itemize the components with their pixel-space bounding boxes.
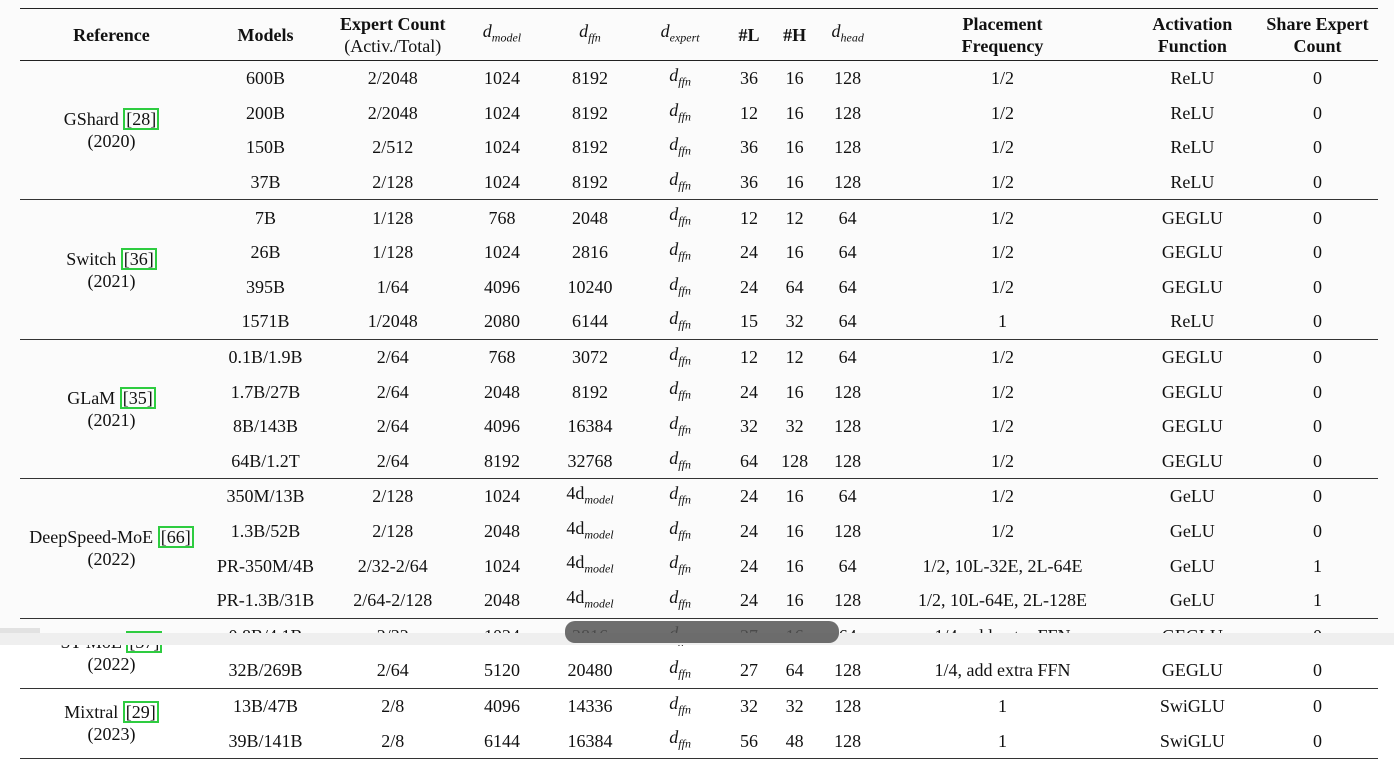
citation-link[interactable]: [28]: [123, 108, 159, 130]
d-expert-cell: $d_{ffn}$: [669, 378, 691, 402]
layers-cell: 24: [740, 590, 759, 611]
d-model-cell: 1024: [483, 68, 520, 89]
d-ffn-cell: $4d_{model}$: [566, 483, 614, 507]
expert-count-cell: 2/64: [376, 416, 409, 437]
table-row: [20, 409, 1378, 444]
placement-cell: 1/2: [990, 347, 1014, 368]
heads-cell: 12: [785, 347, 804, 368]
d-ffn-cell: 2816: [571, 242, 608, 263]
d-ffn-cell: 8192: [571, 137, 608, 158]
activation-cell: GEGLU: [1161, 450, 1223, 471]
d-model-cell: 1024: [483, 137, 520, 158]
placement-cell: 1/2: [990, 137, 1014, 158]
d-expert-cell: $d_{ffn}$: [669, 238, 691, 263]
header-activation-line1: Activation: [1152, 13, 1233, 34]
d-ffn-cell: 8192: [571, 172, 608, 193]
header-reference: Reference: [73, 24, 150, 45]
activation-cell: GEGLU: [1161, 242, 1223, 263]
activation-cell: GeLU: [1169, 590, 1215, 611]
d-head-cell: 128: [834, 102, 862, 123]
layers-cell: 56: [740, 730, 759, 751]
expert-count-cell: 2/64: [376, 660, 409, 681]
expert-count-cell: 2/64: [376, 381, 409, 402]
activation-cell: SwiGLU: [1159, 695, 1225, 716]
share-expert-cell: 0: [1313, 207, 1322, 228]
model-cell: 600B: [245, 68, 285, 89]
model-cell: 0.1B/1.9B: [228, 347, 303, 368]
reference-name: GLaM: [67, 387, 116, 408]
placement-cell: 1/2: [990, 521, 1014, 542]
reference-cell: [20, 339, 203, 478]
citation-link[interactable]: [35]: [120, 387, 156, 409]
d-ffn-cell: 8192: [571, 102, 608, 123]
share-expert-cell: 0: [1313, 450, 1322, 471]
activation-cell: ReLU: [1170, 172, 1215, 193]
d-ffn-cell: 32768: [567, 450, 613, 471]
d-head-cell: 128: [834, 68, 862, 89]
expert-count-cell: 2/2048: [367, 102, 418, 123]
d-model-cell: 4096: [483, 695, 520, 716]
d-model-cell: 768: [488, 207, 516, 228]
header-models: Models: [237, 24, 294, 45]
d-model-cell: 2048: [483, 590, 520, 611]
d-ffn-cell: 8192: [571, 68, 608, 89]
citation-link[interactable]: [36]: [121, 248, 157, 270]
d-ffn-cell: 20480: [567, 660, 613, 681]
d-model-cell: 5120: [483, 660, 520, 681]
share-expert-cell: 0: [1313, 347, 1322, 368]
header-share-expert: [1257, 9, 1378, 61]
expert-count-cell: 2/128: [372, 521, 414, 542]
reference-cell: [20, 200, 203, 339]
heads-cell: 16: [785, 102, 804, 123]
table-row: [20, 653, 1378, 688]
placement-cell: 1/2: [990, 172, 1014, 193]
horizontal-scrollbar-thumb[interactable]: [565, 621, 839, 643]
model-cell: 32B/269B: [228, 660, 303, 681]
layers-cell: 24: [740, 521, 759, 542]
activation-cell: ReLU: [1170, 137, 1215, 158]
table-row: [20, 339, 1378, 374]
d-expert-cell: $d_{ffn}$: [669, 65, 691, 89]
heads-cell: 16: [785, 68, 804, 89]
table-row: [20, 304, 1378, 339]
d-ffn-cell: 8192: [571, 381, 608, 402]
table-row: [20, 200, 1378, 235]
d-model-cell: 6144: [483, 730, 520, 751]
activation-cell: ReLU: [1170, 311, 1215, 332]
share-expert-cell: 1: [1313, 590, 1322, 611]
activation-cell: GEGLU: [1161, 347, 1223, 368]
heads-cell: 128: [781, 450, 809, 471]
table-row: [20, 514, 1378, 549]
placement-cell: 1/2: [990, 486, 1014, 507]
table-row: [20, 165, 1378, 200]
reference-year: (2021): [87, 409, 136, 430]
activation-cell: SwiGLU: [1159, 730, 1225, 751]
placement-cell: 1/2: [990, 450, 1014, 471]
d-head-cell: 64: [838, 555, 857, 576]
d-model-cell: 1024: [483, 242, 520, 263]
d-ffn-cell: $4d_{model}$: [566, 552, 614, 576]
expert-count-cell: 2/64: [376, 347, 409, 368]
placement-cell: 1/2: [990, 207, 1014, 228]
d-head-cell: 64: [838, 311, 857, 332]
share-expert-cell: 0: [1313, 68, 1322, 89]
activation-cell: GEGLU: [1161, 381, 1223, 402]
layers-cell: 12: [740, 102, 759, 123]
moe-config-table: [20, 8, 1378, 759]
header-placement-line1: Placement: [962, 13, 1043, 34]
model-cell: 37B: [250, 172, 281, 193]
reference-cell: [20, 688, 203, 758]
table-group-mixtral: [20, 688, 1378, 758]
model-cell: 7B: [254, 207, 276, 228]
d-ffn-cell: 10240: [567, 276, 613, 297]
model-cell: 39B/141B: [228, 730, 303, 751]
d-expert-cell: $d_{ffn}$: [669, 586, 691, 611]
heads-cell: 12: [785, 207, 804, 228]
d-expert-cell: $d_{ffn}$: [669, 168, 691, 193]
d-head-cell: 128: [834, 450, 862, 471]
placement-cell: 1/2, 10L-32E, 2L-64E: [922, 555, 1083, 576]
d-expert-cell: $d_{ffn}$: [669, 204, 691, 228]
d-ffn-cell: 2048: [571, 207, 608, 228]
d-model-cell: 768: [488, 347, 516, 368]
d-head-cell: 128: [834, 590, 862, 611]
header-placement-line2: Frequency: [961, 35, 1044, 56]
share-expert-cell: 0: [1313, 102, 1322, 123]
layers-cell: 15: [740, 311, 759, 332]
d-expert-cell: $d_{ffn}$: [669, 483, 691, 507]
header-d-ffn: $d_{ffn}$: [579, 21, 601, 45]
expert-count-cell: 2/512: [372, 137, 414, 158]
header-activation: [1128, 9, 1257, 61]
table-row: [20, 96, 1378, 131]
share-expert-cell: 0: [1313, 311, 1322, 332]
layers-cell: 32: [740, 416, 759, 437]
share-expert-cell: 0: [1313, 695, 1322, 716]
layers-cell: 36: [740, 172, 759, 193]
share-expert-cell: 0: [1313, 276, 1322, 297]
d-head-cell: 128: [834, 521, 862, 542]
heads-cell: 16: [785, 172, 804, 193]
reference-name: Mixtral: [64, 702, 119, 723]
layers-cell: 12: [740, 347, 759, 368]
placement-cell: 1/2: [990, 381, 1014, 402]
placement-cell: 1/2: [990, 276, 1014, 297]
activation-cell: GeLU: [1169, 555, 1215, 576]
d-head-cell: 128: [834, 730, 862, 751]
activation-cell: GEGLU: [1161, 207, 1223, 228]
table-row: [20, 61, 1378, 96]
placement-cell: 1: [998, 311, 1007, 332]
header-expert-count-line2: (Activ./Total): [344, 35, 442, 56]
header-expert-count-line1: Expert Count: [339, 13, 446, 34]
heads-cell: 48: [785, 730, 804, 751]
heads-cell: 16: [785, 137, 804, 158]
table-row: [20, 444, 1378, 479]
d-model-cell: 2048: [483, 381, 520, 402]
table-row: [20, 479, 1378, 514]
layers-cell: 36: [740, 68, 759, 89]
share-expert-cell: 0: [1313, 521, 1322, 542]
reference-cell: [20, 61, 203, 200]
layers-cell: 24: [740, 276, 759, 297]
model-cell: 200B: [245, 102, 285, 123]
expert-count-cell: 2/128: [372, 172, 414, 193]
activation-cell: ReLU: [1170, 102, 1215, 123]
share-expert-cell: 0: [1313, 137, 1322, 158]
table-row: [20, 235, 1378, 270]
share-expert-cell: 0: [1313, 660, 1322, 681]
table-group-switch: [20, 200, 1378, 339]
model-cell: 395B: [245, 276, 285, 297]
expert-count-cell: 2/64-2/128: [353, 590, 433, 611]
d-model-cell: 1024: [483, 555, 520, 576]
placement-cell: 1/2: [990, 416, 1014, 437]
d-head-cell: 64: [838, 486, 857, 507]
heads-cell: 32: [785, 695, 804, 716]
layers-cell: 24: [740, 486, 759, 507]
d-expert-cell: $d_{ffn}$: [669, 552, 691, 576]
header-d-expert: $d_{expert}$: [660, 21, 700, 45]
share-expert-cell: 0: [1313, 416, 1322, 437]
reference-name: DeepSpeed-MoE: [29, 527, 154, 548]
d-head-cell: 64: [838, 242, 857, 263]
model-cell: 8B/143B: [232, 416, 298, 437]
d-head-cell: 64: [838, 276, 857, 297]
d-head-cell: 128: [834, 660, 862, 681]
header-layers: #L: [738, 24, 760, 45]
model-cell: PR-1.3B/31B: [216, 590, 315, 611]
d-ffn-cell: 16384: [567, 730, 613, 751]
table-row: [20, 723, 1378, 758]
d-ffn-cell: 6144: [571, 311, 608, 332]
activation-cell: ReLU: [1170, 68, 1215, 89]
d-ffn-cell: 16384: [567, 416, 613, 437]
activation-cell: GEGLU: [1161, 660, 1223, 681]
table-row: [20, 548, 1378, 583]
model-cell: PR-350M/4B: [216, 555, 314, 576]
header-expert-count: [328, 9, 457, 61]
heads-cell: 16: [785, 381, 804, 402]
layers-cell: 24: [740, 555, 759, 576]
share-expert-cell: 0: [1313, 172, 1322, 193]
heads-cell: 16: [785, 555, 804, 576]
d-expert-cell: $d_{ffn}$: [669, 134, 691, 158]
layers-cell: 24: [740, 381, 759, 402]
d-model-cell: 8192: [483, 450, 520, 471]
header-share-line1: Share Expert: [1266, 13, 1369, 34]
header-heads: #H: [783, 24, 807, 45]
d-expert-cell: $d_{ffn}$: [669, 99, 691, 124]
d-model-cell: 2048: [483, 521, 520, 542]
d-head-cell: 128: [834, 137, 862, 158]
d-model-cell: 1024: [483, 486, 520, 507]
d-expert-cell: $d_{ffn}$: [669, 692, 691, 717]
table-row: [20, 374, 1378, 409]
reference-name: GShard: [63, 109, 119, 130]
heads-cell: 16: [785, 242, 804, 263]
placement-cell: 1/2: [990, 242, 1014, 263]
d-expert-cell: $d_{ffn}$: [669, 517, 691, 542]
placement-cell: 1/4, add extra FFN: [934, 660, 1071, 681]
reference-year: (2023): [87, 724, 136, 745]
placement-cell: 1: [998, 730, 1007, 751]
table-group-gshard: [20, 61, 1378, 200]
header-placement: [877, 9, 1127, 61]
activation-cell: GEGLU: [1161, 416, 1223, 437]
d-head-cell: 128: [834, 172, 862, 193]
table-group-glam: [20, 339, 1378, 478]
layers-cell: 12: [740, 207, 759, 228]
d-head-cell: 128: [834, 416, 862, 437]
d-ffn-cell: $4d_{model}$: [566, 517, 614, 542]
table-header: [20, 9, 1378, 61]
layers-cell: 27: [740, 660, 759, 681]
model-cell: 350M/13B: [226, 486, 305, 507]
model-cell: 64B/1.2T: [231, 450, 300, 471]
d-model-cell: 2080: [483, 311, 520, 332]
reference-year: (2020): [87, 131, 136, 152]
expert-count-cell: 2/8: [381, 730, 405, 751]
heads-cell: 64: [785, 660, 804, 681]
heads-cell: 16: [785, 590, 804, 611]
reference-year: (2021): [87, 270, 136, 291]
citation-link[interactable]: [29]: [123, 701, 159, 723]
model-cell: 1571B: [241, 311, 290, 332]
expert-count-cell: 2/2048: [367, 68, 418, 89]
heads-cell: 32: [785, 416, 804, 437]
table-group-deepspeed-moe: [20, 479, 1378, 618]
share-expert-cell: 1: [1313, 555, 1322, 576]
header-share-line2: Count: [1293, 35, 1342, 56]
d-expert-cell: $d_{ffn}$: [669, 657, 691, 681]
d-expert-cell: $d_{ffn}$: [669, 727, 691, 751]
placement-cell: 1/2: [990, 68, 1014, 89]
share-expert-cell: 0: [1313, 730, 1322, 751]
d-ffn-cell: $4d_{model}$: [566, 586, 614, 611]
expert-count-cell: 2/8: [381, 695, 405, 716]
share-expert-cell: 0: [1313, 381, 1322, 402]
d-model-cell: 4096: [483, 276, 520, 297]
expert-count-cell: 2/64: [376, 450, 409, 471]
d-head-cell: 128: [834, 695, 862, 716]
d-model-cell: 1024: [483, 102, 520, 123]
heads-cell: 16: [785, 521, 804, 542]
table-row: [20, 130, 1378, 165]
layers-cell: 36: [740, 137, 759, 158]
layers-cell: 32: [740, 695, 759, 716]
citation-link[interactable]: [66]: [158, 526, 194, 548]
d-head-cell: 128: [834, 381, 862, 402]
reference-year: (2022): [87, 549, 136, 570]
activation-cell: GeLU: [1169, 521, 1215, 542]
reference-year: (2022): [87, 654, 136, 675]
expert-count-cell: 2/32-2/64: [357, 555, 428, 576]
expert-count-cell: 1/128: [372, 207, 414, 228]
model-cell: 1.7B/27B: [230, 381, 301, 402]
placement-cell: 1/2: [990, 102, 1014, 123]
reference-cell: [20, 618, 203, 688]
d-expert-cell: $d_{ffn}$: [669, 343, 691, 368]
placement-cell: 1: [998, 695, 1007, 716]
expert-count-cell: 2/128: [372, 486, 414, 507]
d-ffn-cell: 3072: [571, 347, 608, 368]
layers-cell: 24: [740, 242, 759, 263]
expert-count-cell: 1/64: [376, 276, 409, 297]
model-cell: 26B: [250, 242, 281, 263]
d-head-cell: 64: [838, 207, 857, 228]
d-model-cell: 4096: [483, 416, 520, 437]
heads-cell: 64: [785, 276, 804, 297]
d-expert-cell: $d_{ffn}$: [669, 273, 691, 298]
reference-cell: [20, 479, 203, 618]
share-expert-cell: 0: [1313, 242, 1322, 263]
d-ffn-cell: 14336: [567, 695, 613, 716]
reference-name: Switch: [66, 248, 117, 269]
d-expert-cell: $d_{ffn}$: [669, 447, 691, 472]
table-row: [20, 270, 1378, 305]
d-model-cell: 1024: [483, 172, 520, 193]
share-expert-cell: 0: [1313, 486, 1322, 507]
model-cell: 1.3B/52B: [230, 521, 301, 542]
header-activation-line2: Function: [1157, 35, 1227, 56]
heads-cell: 32: [785, 311, 804, 332]
heads-cell: 16: [785, 486, 804, 507]
expert-count-cell: 1/128: [372, 242, 414, 263]
header-d-model: $d_{model}$: [482, 21, 522, 45]
d-expert-cell: $d_{ffn}$: [669, 308, 691, 332]
layers-cell: 64: [740, 450, 759, 471]
expert-count-cell: 1/2048: [367, 311, 418, 332]
placement-cell: 1/2, 10L-64E, 2L-128E: [918, 590, 1087, 611]
model-cell: 13B/47B: [232, 695, 298, 716]
d-head-cell: 64: [838, 347, 857, 368]
model-cell: 150B: [245, 137, 285, 158]
d-expert-cell: $d_{ffn}$: [669, 412, 691, 437]
activation-cell: GEGLU: [1161, 276, 1223, 297]
activation-cell: GeLU: [1169, 486, 1215, 507]
header-d-head: $d_{head}$: [831, 21, 864, 45]
table-row: [20, 688, 1378, 723]
table-row: [20, 583, 1378, 618]
